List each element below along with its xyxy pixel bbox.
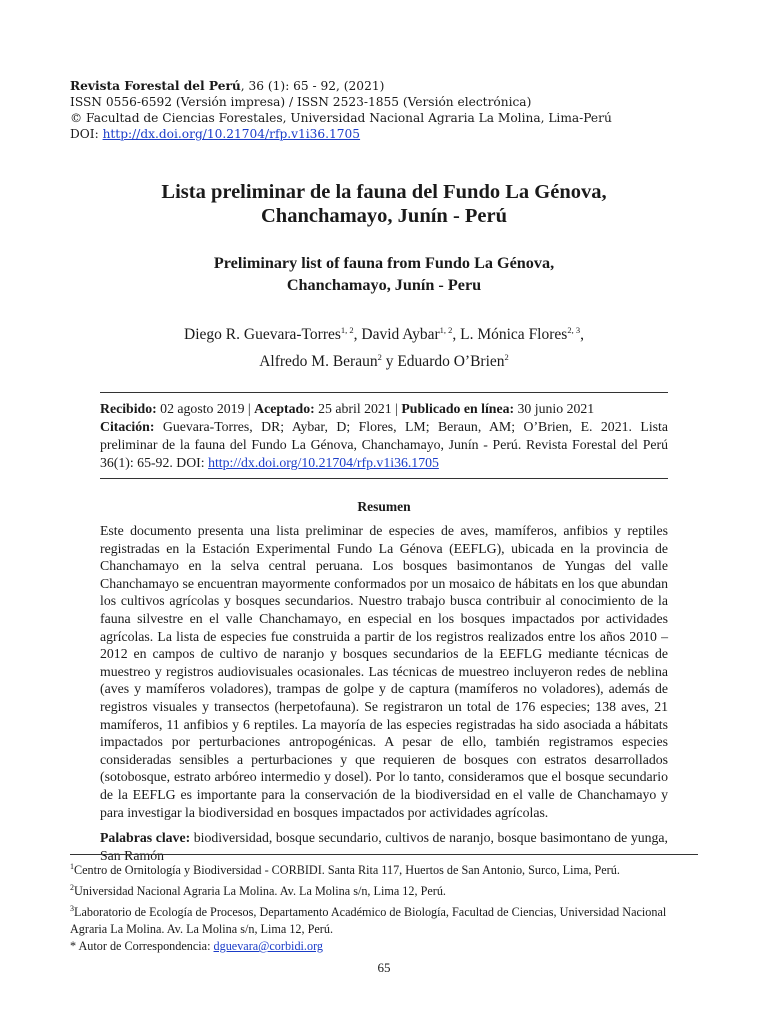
spanish-title: [70, 180, 698, 228]
title-block: [70, 180, 698, 373]
article-metadata: [100, 392, 668, 479]
author: David Aybar$^{1, 2}$,: [361, 325, 461, 343]
affiliation-mark: 2, 3: [567, 325, 581, 335]
abstract: [100, 498, 668, 864]
affiliation-mark: 1, 2: [340, 325, 354, 335]
copyright-line: © Facultad de Ciencias Forestales, Universidad Nacional Agraria La Molina, Lima-Perú: [70, 111, 612, 125]
footnotes: [70, 854, 698, 955]
abstract-heading: Resumen: [357, 499, 411, 514]
citation-text: Guevara-Torres, DR; Aybar, D; Flores, LM; Beraun, AM; O’Brien, E. 2021. Lista preliminar de la fauna del Fundo La Génova, Chanchamayo, Junín - Perú. Revista Forestal del Perú 36(1): 65-92. DOI:: [100, 419, 668, 470]
correspondence: * Autor de Correspondencia: dguevara@corbidi.org: [70, 939, 323, 953]
english-title-line-2: Chanchamayo, Junín - Peru: [286, 276, 482, 294]
citation: [100, 418, 668, 472]
publication-dates: Recibido: 02 agosto 2019 | Aceptado: 25 abril 2021 | Publicado en línea: 30 junio 2021: [100, 401, 595, 416]
doi-link[interactable]: http://dx.doi.org/10.21704/rfp.v1i36.1705: [102, 127, 361, 141]
affiliation-mark: 1, 2: [439, 325, 453, 335]
author: L. Mónica Flores$^{2, 3}$,: [460, 325, 584, 343]
journal-header: [70, 78, 710, 142]
citation-label: Citación:: [100, 419, 155, 434]
author: Alfredo M. Beraun$^2$ y: [259, 352, 398, 370]
affiliation-mark: 2: [504, 352, 509, 362]
journal-citation-line: [70, 78, 710, 94]
author: Diego R. Guevara-Torres$^{1, 2}$,: [184, 325, 362, 343]
footnote: $^1$Centro de Ornitología y Biodiversidad - CORBIDI. Santa Rita 117, Huertos de San Antonio, Surco, Lima, Perú.: [70, 862, 620, 877]
page-number: 65: [377, 960, 391, 975]
correspondence-email-link[interactable]: dguevara@corbidi.org: [213, 939, 323, 953]
abstract-body: Este documento presenta una lista preliminar de especies de aves, mamíferos, anfibios y reptiles registradas en la Estación Experimental Fundo La Génova (EEFLG), ubicada en la provincia de Chanchamayo en la selva central peruana. Los bosques basimontanos de Yungas del valle Chanchamayo se encuentran mayormente conformados por un mosaico de hábitats en los que abundan los cultivos agrícolas y bosques secundarios. Nuestro trabajo busca contribuir al conocimiento de la fauna silvestre en el valle Chanchamayo, en especial en los bosques impactados por actividades agrícolas. La lista de especies fue construida a partir de los registros realizados entre los años 2010 – 2012 en campos de cultivo de naranjo y bosques secundarios de la EEFLG mediante técnicas de muestreo y registros audiovisuales ocasionales. Las técnicas de muestreo incluyeron redes de neblina (aves y mamíferos voladores), trampas de golpe y de captura (mamíferos no voladores), además de registros visuales y transectos (herpetofauna). Se registraron un total de 176 especies; 138 aves, 21 mamíferos, 11 anfibios y 6 reptiles. La mayoría de las especies registradas ha sido asociada a hábitats impactados por perturbaciones antropogénicas. A pesar de ello, también registramos especies consideradas sensibles a perturbaciones y que requieren de bosques con estratos desarrollados (sotobosque, estrato arbóreo intermedio y dosel). Por lo tanto, consideramos que el bosque secundario de la EEFLG es importante para la conservación de la biodiversidad en el valle de Chanchamayo y para investigar la biodiversidad en bosques impactados por actividades agrícolas.: [100, 523, 668, 820]
issn-line: ISSN 0556-6592 (Versión impresa) / ISSN 2523-1855 (Versión electrónica): [70, 95, 532, 109]
keywords-text: biodiversidad, bosque secundario, cultivos de naranjo, bosque basimontano de yunga, San Ramón: [100, 830, 669, 863]
author: Eduardo O’Brien$^2$: [397, 352, 509, 370]
english-title: [70, 252, 698, 296]
spanish-title-line-2: Chanchamayo, Junín - Perú: [260, 205, 508, 227]
journal-name: Revista Forestal del Perú: [70, 79, 241, 93]
doi-label: DOI:: [70, 127, 103, 141]
author-list: [70, 319, 698, 373]
footnote: $^3$Laboratorio de Ecología de Procesos, Departamento Académico de Biología, Facultad de Ciencias, Universidad Nacional Agraria La Molina. Av. La Molina s/n, Lima 12, Perú.: [70, 904, 667, 936]
keywords-label: Palabras clave:: [100, 830, 191, 846]
spanish-title-line-1: Lista preliminar de la fauna del Fundo La Génova,: [161, 181, 607, 203]
citation-doi-link[interactable]: http://dx.doi.org/10.21704/rfp.v1i36.1705: [208, 455, 439, 470]
english-title-line-1: Preliminary list of fauna from Fundo La Génova,: [213, 254, 555, 272]
journal-volume: , 36 (1): 65 - 92, (2021): [240, 79, 385, 93]
footnote: $^2$Universidad Nacional Agraria La Molina. Av. La Molina s/n, Lima 12, Perú.: [70, 883, 446, 898]
affiliation-mark: 2: [377, 352, 382, 362]
doi-line: [70, 126, 710, 142]
